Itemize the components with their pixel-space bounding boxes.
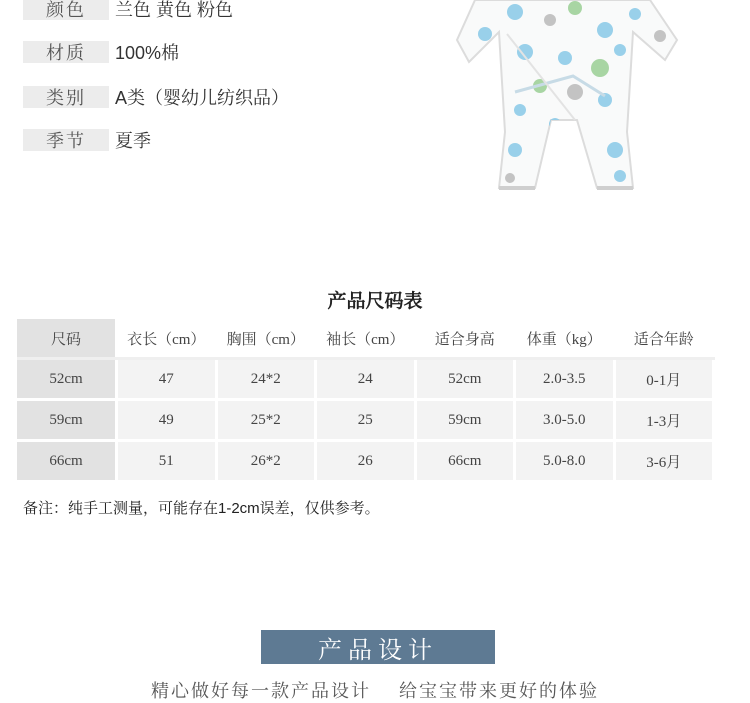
table-cell: 3-6月 bbox=[614, 441, 714, 482]
table-cell: 24 bbox=[316, 359, 416, 400]
table-header-row bbox=[17, 319, 714, 359]
attr-label: 类别 bbox=[23, 86, 109, 108]
size-table bbox=[17, 319, 715, 483]
table-cell: 51 bbox=[117, 441, 217, 482]
table-header-cell: 胸围（cm） bbox=[216, 319, 316, 359]
table-cell: 1-3月 bbox=[614, 400, 714, 441]
attr-value: 夏季 bbox=[115, 131, 151, 151]
attr-row-category bbox=[23, 86, 289, 108]
table-cell: 25 bbox=[316, 400, 416, 441]
table-row bbox=[17, 400, 714, 441]
table-cell: 52cm bbox=[17, 359, 117, 400]
table-cell: 5.0-8.0 bbox=[515, 441, 615, 482]
table-cell: 24*2 bbox=[216, 359, 316, 400]
attr-value: 100%棉 bbox=[115, 43, 180, 63]
table-header-cell: 适合身高 bbox=[415, 319, 515, 359]
table-cell: 47 bbox=[117, 359, 217, 400]
slogan-text: 精心做好每一款产品设计 给宝宝带来更好的体验 bbox=[150, 681, 599, 701]
attr-row-color bbox=[23, 0, 233, 20]
table-header-cell: 适合年龄 bbox=[614, 319, 714, 359]
table-cell: 2.0-3.5 bbox=[515, 359, 615, 400]
table-cell: 66cm bbox=[17, 441, 117, 482]
table-header-cell: 袖长（cm） bbox=[316, 319, 416, 359]
table-cell: 25*2 bbox=[216, 400, 316, 441]
attr-value: 兰色 黄色 粉色 bbox=[115, 0, 234, 20]
table-cell: 66cm bbox=[415, 441, 515, 482]
table-cell: 0-1月 bbox=[614, 359, 714, 400]
baby-romper-image bbox=[455, 0, 685, 192]
table-cell: 59cm bbox=[17, 400, 117, 441]
attr-label: 季节 bbox=[23, 129, 109, 151]
table-cell: 59cm bbox=[415, 400, 515, 441]
table-cell: 3.0-5.0 bbox=[515, 400, 615, 441]
table-cell: 49 bbox=[117, 400, 217, 441]
table-cell: 26*2 bbox=[216, 441, 316, 482]
design-banner: 产品设计 bbox=[261, 630, 495, 664]
attr-row-season bbox=[23, 129, 151, 151]
attr-label: 材质 bbox=[23, 41, 109, 63]
table-row bbox=[17, 359, 714, 400]
measurement-note: 备注：纯手工测量，可能存在1-2cm误差，仅供参考。 bbox=[23, 500, 380, 517]
table-cell: 26 bbox=[316, 441, 416, 482]
size-table-title: 产品尺码表 bbox=[327, 291, 423, 312]
attr-row-material bbox=[23, 41, 179, 63]
table-cell: 52cm bbox=[415, 359, 515, 400]
table-header-cell: 尺码 bbox=[17, 319, 117, 359]
table-row bbox=[17, 441, 714, 482]
attr-value: A类（婴幼儿纺织品） bbox=[115, 88, 290, 108]
table-header-cell: 体重（kg） bbox=[515, 319, 615, 359]
attr-label: 颜色 bbox=[23, 0, 109, 20]
table-header-cell: 衣长（cm） bbox=[117, 319, 217, 359]
